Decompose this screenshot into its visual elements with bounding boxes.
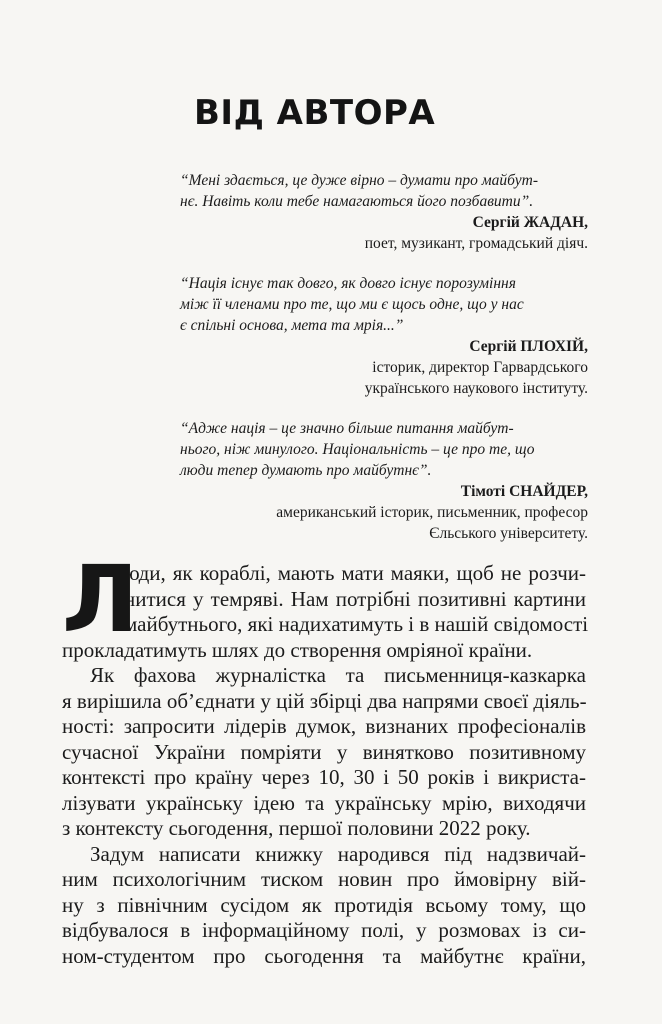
text-line: ним психологічним тиском новин про ймовірну вій- bbox=[62, 867, 586, 891]
author-name: Тімоті СНАЙДЕР, bbox=[460, 483, 588, 500]
paragraph bbox=[62, 663, 586, 842]
epigraph-quote bbox=[180, 273, 588, 336]
text-line: відбувалося в інформаційному полі, у розмовах із си- bbox=[62, 918, 586, 942]
author-role: американський історик, письменник, професор bbox=[276, 504, 588, 521]
author-role: Єльського університету. bbox=[429, 525, 588, 542]
author-name: Сергій ЖАДАН, bbox=[472, 214, 588, 231]
epigraph-quote bbox=[180, 418, 588, 481]
paragraph bbox=[62, 561, 589, 663]
text-line: прокладатимуть шлях до створення омріяної країни. bbox=[62, 637, 533, 662]
author-role: українського наукового інституту. bbox=[364, 380, 588, 397]
author-role: історик, директор Гарвардського bbox=[372, 359, 588, 376]
text-line: ном-студентом про сьогодення та майбутнє країни, bbox=[62, 943, 586, 968]
text-line: сучасної України помріяти у винятково позитивному bbox=[62, 739, 586, 764]
author-name: Сергій ПЛОХІЙ, bbox=[469, 338, 588, 355]
epigraph-attribution bbox=[180, 481, 588, 544]
text-line: юди, як кораблі, мають мати маяки, щоб не розчи- bbox=[124, 561, 586, 585]
text-line: лізувати українську ідею та українську мрію, виходячи bbox=[62, 790, 586, 815]
epigraphs bbox=[180, 170, 588, 563]
text-line: нитися у темряві. Нам потрібні позитивні картини bbox=[124, 586, 586, 611]
quote-line: між її членами про те, що ми є щось одне, що у нас bbox=[180, 296, 524, 313]
text-line: Задум написати книжку народився під надзвичай- bbox=[90, 841, 586, 866]
epigraph-snyder bbox=[180, 418, 588, 544]
quote-line: “Адже нація – це значно більше питання майбут- bbox=[180, 420, 514, 437]
quote-line: нє. Навіть коли тебе намагаються його позбавити”. bbox=[180, 193, 534, 210]
text-line: ності: запросити лідерів думок, визнаних професіоналів bbox=[62, 714, 586, 738]
paragraph bbox=[62, 842, 586, 970]
epigraph-zhadan bbox=[180, 170, 588, 254]
epigraph-attribution bbox=[180, 336, 588, 399]
text-line: ну з північним сусідом як протидія всьому тому, що bbox=[62, 892, 586, 917]
text-line: майбутнього, які надихатимуть і в нашій свідомості bbox=[124, 612, 589, 636]
quote-line: “Мені здається, це дуже вірно – думати про майбут- bbox=[180, 172, 538, 189]
quote-line: є спільні основа, мета та мрія...” bbox=[180, 317, 404, 334]
page-title: ВІД АВТОРА bbox=[194, 93, 436, 133]
author-role: поет, музикант, громадський діяч. bbox=[364, 235, 588, 252]
epigraph-quote bbox=[180, 170, 588, 212]
text-line: я вирішила об’єднати у цій збірці два напрями своєї діяль- bbox=[62, 688, 587, 713]
epigraph-attribution bbox=[180, 212, 588, 254]
drop-cap: Л bbox=[62, 546, 139, 653]
body-text bbox=[62, 546, 589, 969]
quote-line: люди тепер думають про майбутнє”. bbox=[180, 462, 432, 479]
quote-line: нього, ніж минулого. Національність – це про те, що bbox=[180, 441, 535, 458]
quote-line: “Нація існує так довго, як довго існує порозуміння bbox=[180, 275, 516, 292]
text-line: контексті про країну через 10, 30 і 50 років і викриста- bbox=[62, 765, 586, 789]
text-line: з контексту сьогодення, першої половини 2022 року. bbox=[62, 816, 531, 840]
epigraph-plokhy bbox=[180, 273, 588, 399]
text-line: Як фахова журналістка та письменниця-казкарка bbox=[90, 663, 586, 687]
